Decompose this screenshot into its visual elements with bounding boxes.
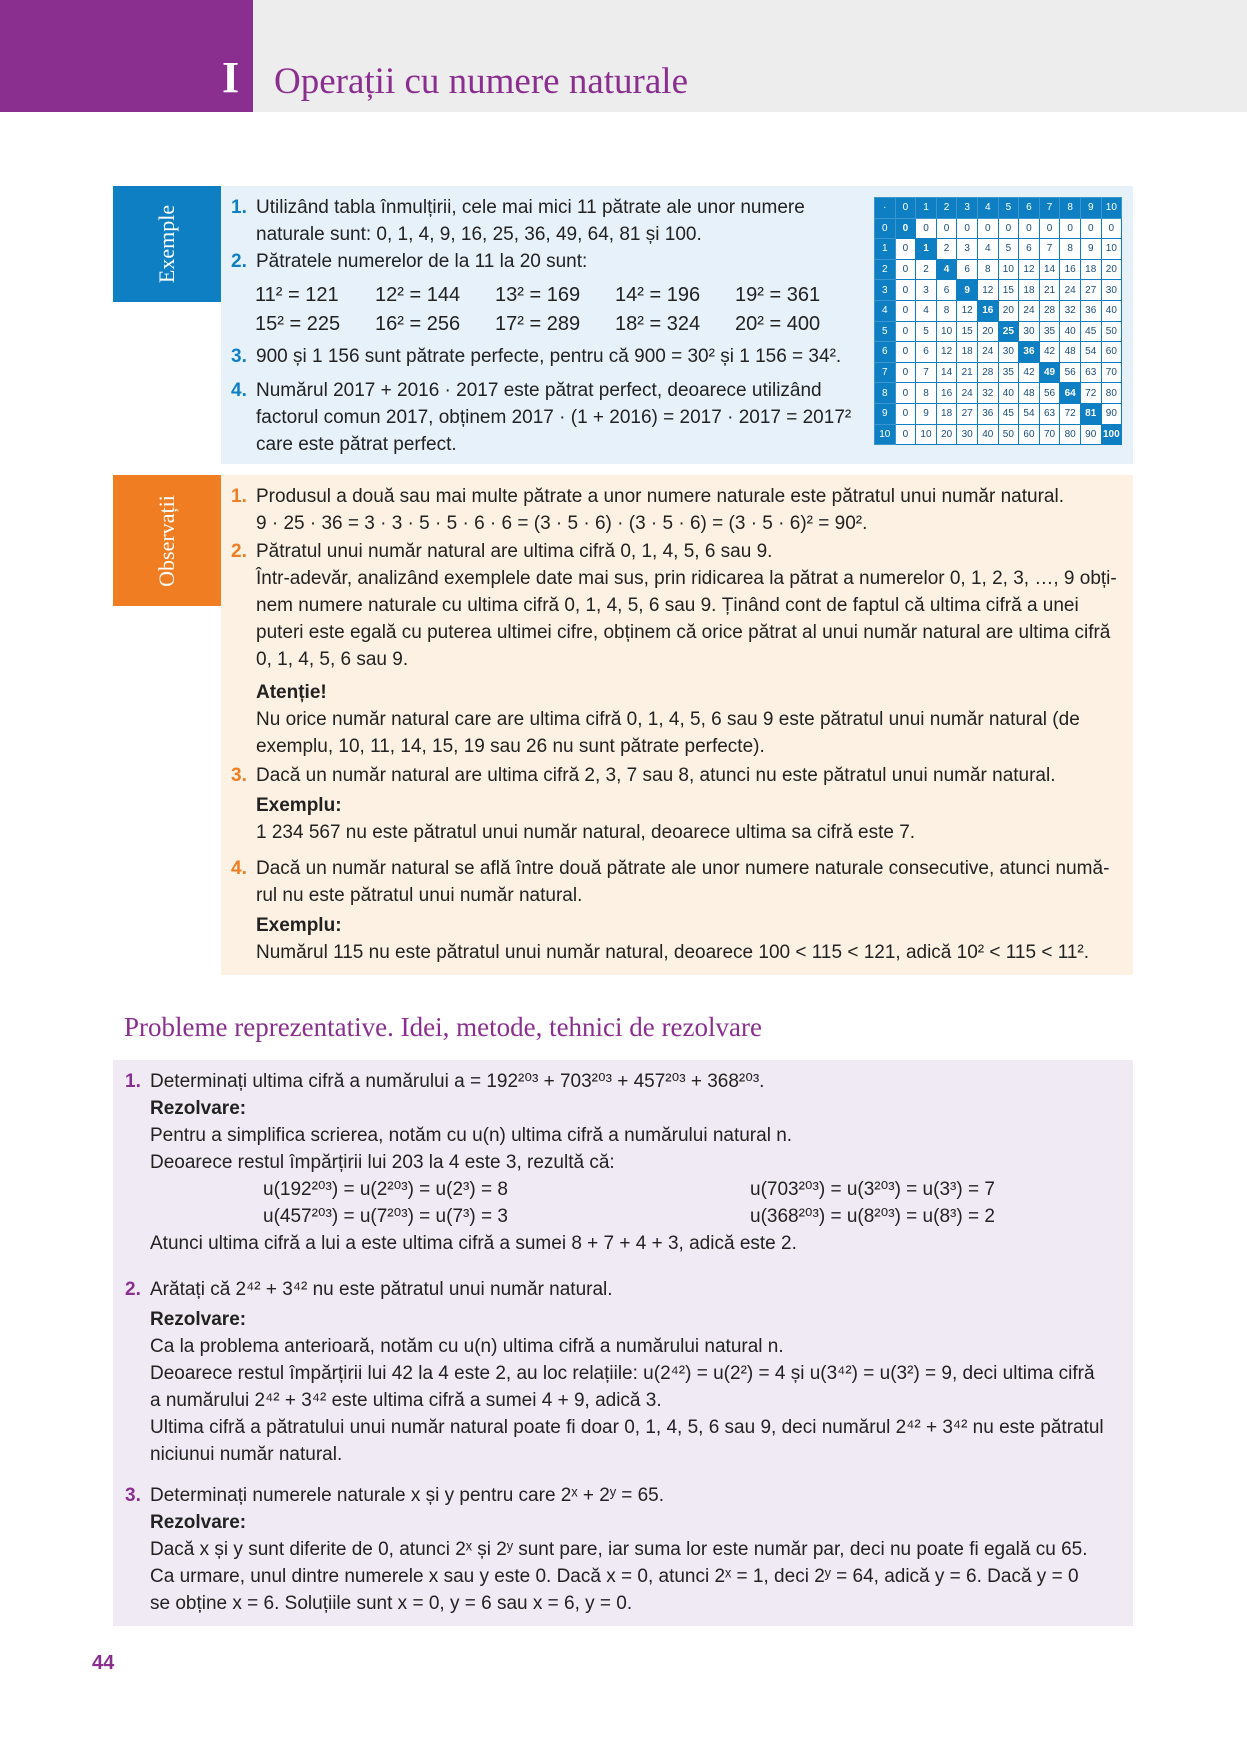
table-cell: 70 bbox=[1039, 424, 1060, 445]
table-row bbox=[875, 259, 1122, 280]
table-cell: 72 bbox=[1080, 383, 1101, 404]
table-cell: 0 bbox=[1101, 218, 1122, 239]
table-cell: 18 bbox=[936, 403, 957, 424]
table-cell: 56 bbox=[1060, 362, 1081, 383]
table-cell: 0 bbox=[977, 218, 998, 239]
table-cell: 0 bbox=[998, 218, 1019, 239]
observations-box bbox=[221, 475, 1133, 975]
table-cell: 0 bbox=[895, 424, 916, 445]
table-row bbox=[875, 403, 1122, 424]
example-2: 2. Pătratele numerelor de la 11 la 20 sunt: bbox=[231, 251, 588, 272]
table-cell: 0 bbox=[895, 321, 916, 342]
table-header-cell: 9 bbox=[1080, 198, 1101, 219]
example-3: 3. 900 și 1 156 sunt pătrate perfecte, pentru că 900 = 30² și 1 156 = 34². bbox=[231, 346, 842, 367]
table-diagonal-cell: 81 bbox=[1080, 403, 1101, 424]
table-cell: 40 bbox=[977, 424, 998, 445]
table-cell: 2 bbox=[936, 239, 957, 260]
table-row bbox=[875, 239, 1122, 260]
table-header-cell: 6 bbox=[1019, 198, 1040, 219]
chapter-header-block bbox=[0, 0, 253, 112]
table-cell: 20 bbox=[998, 300, 1019, 321]
table-cell: 0 bbox=[895, 259, 916, 280]
table-row-header: 1 bbox=[875, 239, 896, 260]
table-diagonal-cell: 4 bbox=[936, 259, 957, 280]
table-cell: 35 bbox=[998, 362, 1019, 383]
table-cell: 72 bbox=[1060, 403, 1081, 424]
table-cell: 90 bbox=[1080, 424, 1101, 445]
table-diagonal-cell: 36 bbox=[1019, 342, 1040, 363]
table-cell: 24 bbox=[977, 342, 998, 363]
observations-tab-label: Observații bbox=[154, 494, 179, 587]
table-cell: 3 bbox=[957, 239, 978, 260]
table-cell: 45 bbox=[1080, 321, 1101, 342]
table-cell: 36 bbox=[977, 403, 998, 424]
table-cell: 40 bbox=[1060, 321, 1081, 342]
table-cell: 30 bbox=[957, 424, 978, 445]
table-cell: 24 bbox=[1060, 280, 1081, 301]
observation-4: 4. Dacă un număr natural se află între două pătrate ale unor numere naturale consecutive, atunci numă- rul nu este pătratul unui număr natural. Exemplu: Numărul 115 nu este pătratul unui număr natural, deoarece 100 < 115 < 121, adică 10² < 115 < 11². bbox=[231, 858, 1110, 963]
table-cell: 27 bbox=[957, 403, 978, 424]
table-cell: 8 bbox=[936, 300, 957, 321]
table-row bbox=[875, 280, 1122, 301]
chapter-number: I bbox=[222, 53, 240, 102]
table-cell: 9 bbox=[916, 403, 937, 424]
table-cell: 27 bbox=[1080, 280, 1101, 301]
table-cell: 9 bbox=[1080, 239, 1101, 260]
table-cell: 6 bbox=[916, 342, 937, 363]
table-cell: 42 bbox=[1039, 342, 1060, 363]
table-header-cell: 5 bbox=[998, 198, 1019, 219]
table-cell: 8 bbox=[916, 383, 937, 404]
table-cell: 8 bbox=[1060, 239, 1081, 260]
table-cell: 5 bbox=[998, 239, 1019, 260]
table-cell: 4 bbox=[977, 239, 998, 260]
table-cell: 0 bbox=[957, 218, 978, 239]
table-cell: 36 bbox=[1080, 300, 1101, 321]
table-cell: 28 bbox=[977, 362, 998, 383]
problems-box bbox=[113, 1060, 1133, 1626]
table-header-cell: 1 bbox=[916, 198, 937, 219]
table-cell: 2 bbox=[916, 259, 937, 280]
table-cell: 7 bbox=[916, 362, 937, 383]
table-cell: 21 bbox=[957, 362, 978, 383]
table-cell: 0 bbox=[1019, 218, 1040, 239]
table-cell: 20 bbox=[977, 321, 998, 342]
table-cell: 56 bbox=[1039, 383, 1060, 404]
table-diagonal-cell: 64 bbox=[1060, 383, 1081, 404]
table-cell: 0 bbox=[895, 342, 916, 363]
table-cell: 0 bbox=[916, 218, 937, 239]
table-header-cell: 7 bbox=[1039, 198, 1060, 219]
table-row-header: 6 bbox=[875, 342, 896, 363]
table-row bbox=[875, 424, 1122, 445]
examples-tab bbox=[113, 186, 221, 302]
table-diagonal-cell: 1 bbox=[916, 239, 937, 260]
table-cell: 90 bbox=[1101, 403, 1122, 424]
table-cell: 20 bbox=[936, 424, 957, 445]
table-cell: 14 bbox=[1039, 259, 1060, 280]
table-cell: 0 bbox=[895, 280, 916, 301]
problem-1: 1. Determinați ultima cifră a numărului a = 192²⁰³ + 703²⁰³ + 457²⁰³ + 368²⁰³. Rezolvare: Pentru a simplifica scrierea, notăm cu u(n) ultima cifră a numărului natural n. Deoarece restul împărțirii lui 203 la 4 este 3, rezultă că: u(192²⁰³) = u(2²⁰³) = u(2³) = 8 u(703²⁰³) = u(3²⁰³) = u(3³) = 7 u(457²⁰³) = u(7²⁰³) = u(7³) = 3 u(368²⁰³) = u(8²⁰³) = u(8³) = 2 Atunci ultima cifră a lui a este ultima cifră a sumei 8 + 7 + 4 + 3, adică este 2. bbox=[125, 1071, 995, 1254]
table-cell: 0 bbox=[1039, 218, 1060, 239]
problem-2: 2. Arătați că 2⁴² + 3⁴² nu este pătratul unui număr natural. Rezolvare: Ca la problema anterioară, notăm cu u(n) ultima cifră a numărului natural n. Deoarece restul împărțirii lui 42 la 4 este 2, au loc relațiile: u(2⁴²) = u(2²) = 4 și u(3⁴²) = u(3²) = 9, deci ultima cifră a numărului 2⁴² + 3⁴² este ultima cifră a sumei 4 + 9, adică 3. Ultima cifră a pătratului unui număr natural poate fi doar 0, 1, 4, 5, 6 sau 9, deci numărul 2⁴² + 3⁴² nu este pătratul niciunui număr natural. bbox=[125, 1279, 1104, 1465]
table-row bbox=[875, 218, 1122, 239]
squares-grid bbox=[255, 284, 855, 342]
example-1: 1. Utilizând tabla înmulțirii, cele mai mici 11 pătrate ale unor numere naturale sunt: 0, 1, 4, 9, 16, 25, 36, 49, 64, 81 și 100. bbox=[231, 197, 805, 245]
table-header-cell: 3 bbox=[957, 198, 978, 219]
table-cell: 12 bbox=[936, 342, 957, 363]
page-number: 44 bbox=[92, 1652, 115, 1674]
table-diagonal-cell: 100 bbox=[1101, 424, 1122, 445]
table-cell: 15 bbox=[957, 321, 978, 342]
table-cell: 20 bbox=[1101, 259, 1122, 280]
table-diagonal-cell: 25 bbox=[998, 321, 1019, 342]
table-row-header: 9 bbox=[875, 403, 896, 424]
example-4: 4. Numărul 2017 + 2016 · 2017 este pătrat perfect, deoarece utilizând factorul comun 2017, obținem 2017 · (1 + 2016) = 2017 · 2017 = 2017² care este pătrat perfect. bbox=[231, 380, 852, 455]
table-cell: 70 bbox=[1101, 362, 1122, 383]
table-cell: 40 bbox=[998, 383, 1019, 404]
section-title: Probleme reprezentative. Idei, metode, tehnici de rezolvare bbox=[124, 1012, 762, 1042]
table-row-header: 8 bbox=[875, 383, 896, 404]
table-cell: 12 bbox=[977, 280, 998, 301]
table-row bbox=[875, 342, 1122, 363]
table-cell: 4 bbox=[916, 300, 937, 321]
table-cell: 18 bbox=[957, 342, 978, 363]
table-cell: 0 bbox=[895, 239, 916, 260]
table-cell: 80 bbox=[1101, 383, 1122, 404]
table-corner-cell: · bbox=[875, 198, 896, 219]
table-cell: 30 bbox=[1019, 321, 1040, 342]
table-diagonal-cell: 16 bbox=[977, 300, 998, 321]
table-cell: 18 bbox=[1080, 259, 1101, 280]
table-cell: 0 bbox=[895, 362, 916, 383]
table-cell: 54 bbox=[1080, 342, 1101, 363]
table-cell: 18 bbox=[1019, 280, 1040, 301]
table-cell: 24 bbox=[1019, 300, 1040, 321]
table-cell: 54 bbox=[1019, 403, 1040, 424]
table-diagonal-cell: 0 bbox=[895, 218, 916, 239]
table-cell: 0 bbox=[895, 300, 916, 321]
table-row-header: 2 bbox=[875, 259, 896, 280]
table-cell: 12 bbox=[957, 300, 978, 321]
table-cell: 10 bbox=[916, 424, 937, 445]
problem-3: 3. Determinați numerele naturale x și y pentru care 2ˣ + 2ʸ = 65. Rezolvare: Dacă x și y sunt diferite de 0, atunci 2ˣ și 2ʸ sunt pare, iar suma lor este număr par, deci nu poate fi egală cu 65. Ca urmare, unul dintre numerele x sau y este 0. Dacă x = 0, atunci 2ˣ = 1, deci 2ʸ = 64, adică y = 6. Dacă y = 0 se obține x = 6. Soluțiile sunt x = 0, y = 6 sau x = 6, y = 0. bbox=[125, 1485, 1088, 1614]
observations-tab bbox=[113, 475, 221, 606]
table-cell: 50 bbox=[998, 424, 1019, 445]
table-diagonal-cell: 49 bbox=[1039, 362, 1060, 383]
table-cell: 48 bbox=[1019, 383, 1040, 404]
table-cell: 63 bbox=[1080, 362, 1101, 383]
table-cell: 21 bbox=[1039, 280, 1060, 301]
table-cell: 14 bbox=[936, 362, 957, 383]
examples-tab-label: Exemple bbox=[153, 204, 179, 284]
multiplication-table bbox=[874, 197, 1122, 445]
table-diagonal-cell: 9 bbox=[957, 280, 978, 301]
table-row-header: 10 bbox=[875, 424, 896, 445]
table-cell: 0 bbox=[895, 403, 916, 424]
table-header-cell: 4 bbox=[977, 198, 998, 219]
table-cell: 63 bbox=[1039, 403, 1060, 424]
table-row-header: 0 bbox=[875, 218, 896, 239]
table-cell: 6 bbox=[957, 259, 978, 280]
table-row bbox=[875, 300, 1122, 321]
table-row-header: 7 bbox=[875, 362, 896, 383]
table-cell: 80 bbox=[1060, 424, 1081, 445]
table-row-header: 3 bbox=[875, 280, 896, 301]
table-row-header: 5 bbox=[875, 321, 896, 342]
table-row bbox=[875, 383, 1122, 404]
squares-row: 15² = 225 16² = 256 17² = 289 18² = 324 20² = 400 bbox=[255, 313, 821, 335]
table-row bbox=[875, 362, 1122, 383]
table-cell: 30 bbox=[1101, 280, 1122, 301]
table-cell: 10 bbox=[936, 321, 957, 342]
table-cell: 8 bbox=[977, 259, 998, 280]
table-cell: 60 bbox=[1101, 342, 1122, 363]
table-header-cell: 8 bbox=[1060, 198, 1081, 219]
table-cell: 0 bbox=[1060, 218, 1081, 239]
table-header-cell: 10 bbox=[1101, 198, 1122, 219]
table-cell: 32 bbox=[1060, 300, 1081, 321]
table-cell: 45 bbox=[998, 403, 1019, 424]
table-header-row bbox=[875, 198, 1122, 219]
table-cell: 15 bbox=[998, 280, 1019, 301]
table-cell: 0 bbox=[936, 218, 957, 239]
table-cell: 10 bbox=[998, 259, 1019, 280]
chapter-title: Operații cu numere naturale bbox=[274, 61, 688, 102]
table-row bbox=[875, 321, 1122, 342]
table-cell: 60 bbox=[1019, 424, 1040, 445]
table-cell: 0 bbox=[895, 383, 916, 404]
table-cell: 3 bbox=[916, 280, 937, 301]
table-cell: 48 bbox=[1060, 342, 1081, 363]
table-cell: 35 bbox=[1039, 321, 1060, 342]
table-cell: 0 bbox=[1080, 218, 1101, 239]
table-cell: 10 bbox=[1101, 239, 1122, 260]
observation-1: 1. Produsul a două sau mai multe pătrate a unor numere naturale este pătratul unui număr natural. 9 · 25 · 36 = 3 · 3 · 5 · 5 · 6 · 6 = (3 · 5 · 6) · (3 · 5 · 6) = (3 · 5 · 6)² = 90². bbox=[231, 486, 1064, 534]
table-row-header: 4 bbox=[875, 300, 896, 321]
table-header-cell: 0 bbox=[895, 198, 916, 219]
table-cell: 16 bbox=[936, 383, 957, 404]
observation-3: 3. Dacă un număr natural are ultima cifră 2, 3, 7 sau 8, atunci nu este pătratul unui număr natural. Exemplu: 1 234 567 nu este pătratul unui număr natural, deoarece ultima sa cifră este 7. bbox=[231, 765, 1056, 843]
table-cell: 12 bbox=[1019, 259, 1040, 280]
table-cell: 24 bbox=[957, 383, 978, 404]
observation-2: 2. Pătratul unui număr natural are ultima cifră 0, 1, 4, 5, 6 sau 9. Într-adevăr, analizând exemplele date mai sus, prin ridicarea la pătrat a numerelor 0, 1, 2, 3, …, 9 obți- nem numere naturale cu ultima cifră 0, 1, 4, 5, 6 sau 9. Ținând cont de faptul că ultima cifră a unei puteri este egală cu puterea ultimei cifre, obținem că orice pătrat al unui număr natural are ultima cifră 0, 1, 4, 5, 6 sau 9. Atenție! Nu orice număr natural care are ultima cifră 0, 1, 4, 5, 6 sau 9 este pătratul unui număr natural (de exemplu, 10, 11, 14, 15, 19 sau 26 nu sunt pătrate perfecte). bbox=[231, 541, 1117, 757]
table-cell: 6 bbox=[936, 280, 957, 301]
table-cell: 7 bbox=[1039, 239, 1060, 260]
table-cell: 6 bbox=[1019, 239, 1040, 260]
table-cell: 30 bbox=[998, 342, 1019, 363]
table-cell: 28 bbox=[1039, 300, 1060, 321]
table-cell: 42 bbox=[1019, 362, 1040, 383]
table-cell: 50 bbox=[1101, 321, 1122, 342]
table-cell: 32 bbox=[977, 383, 998, 404]
table-cell: 5 bbox=[916, 321, 937, 342]
table-cell: 40 bbox=[1101, 300, 1122, 321]
table-header-cell: 2 bbox=[936, 198, 957, 219]
table-cell: 16 bbox=[1060, 259, 1081, 280]
squares-row: 11² = 121 12² = 144 13² = 169 14² = 196 19² = 361 bbox=[255, 284, 821, 306]
